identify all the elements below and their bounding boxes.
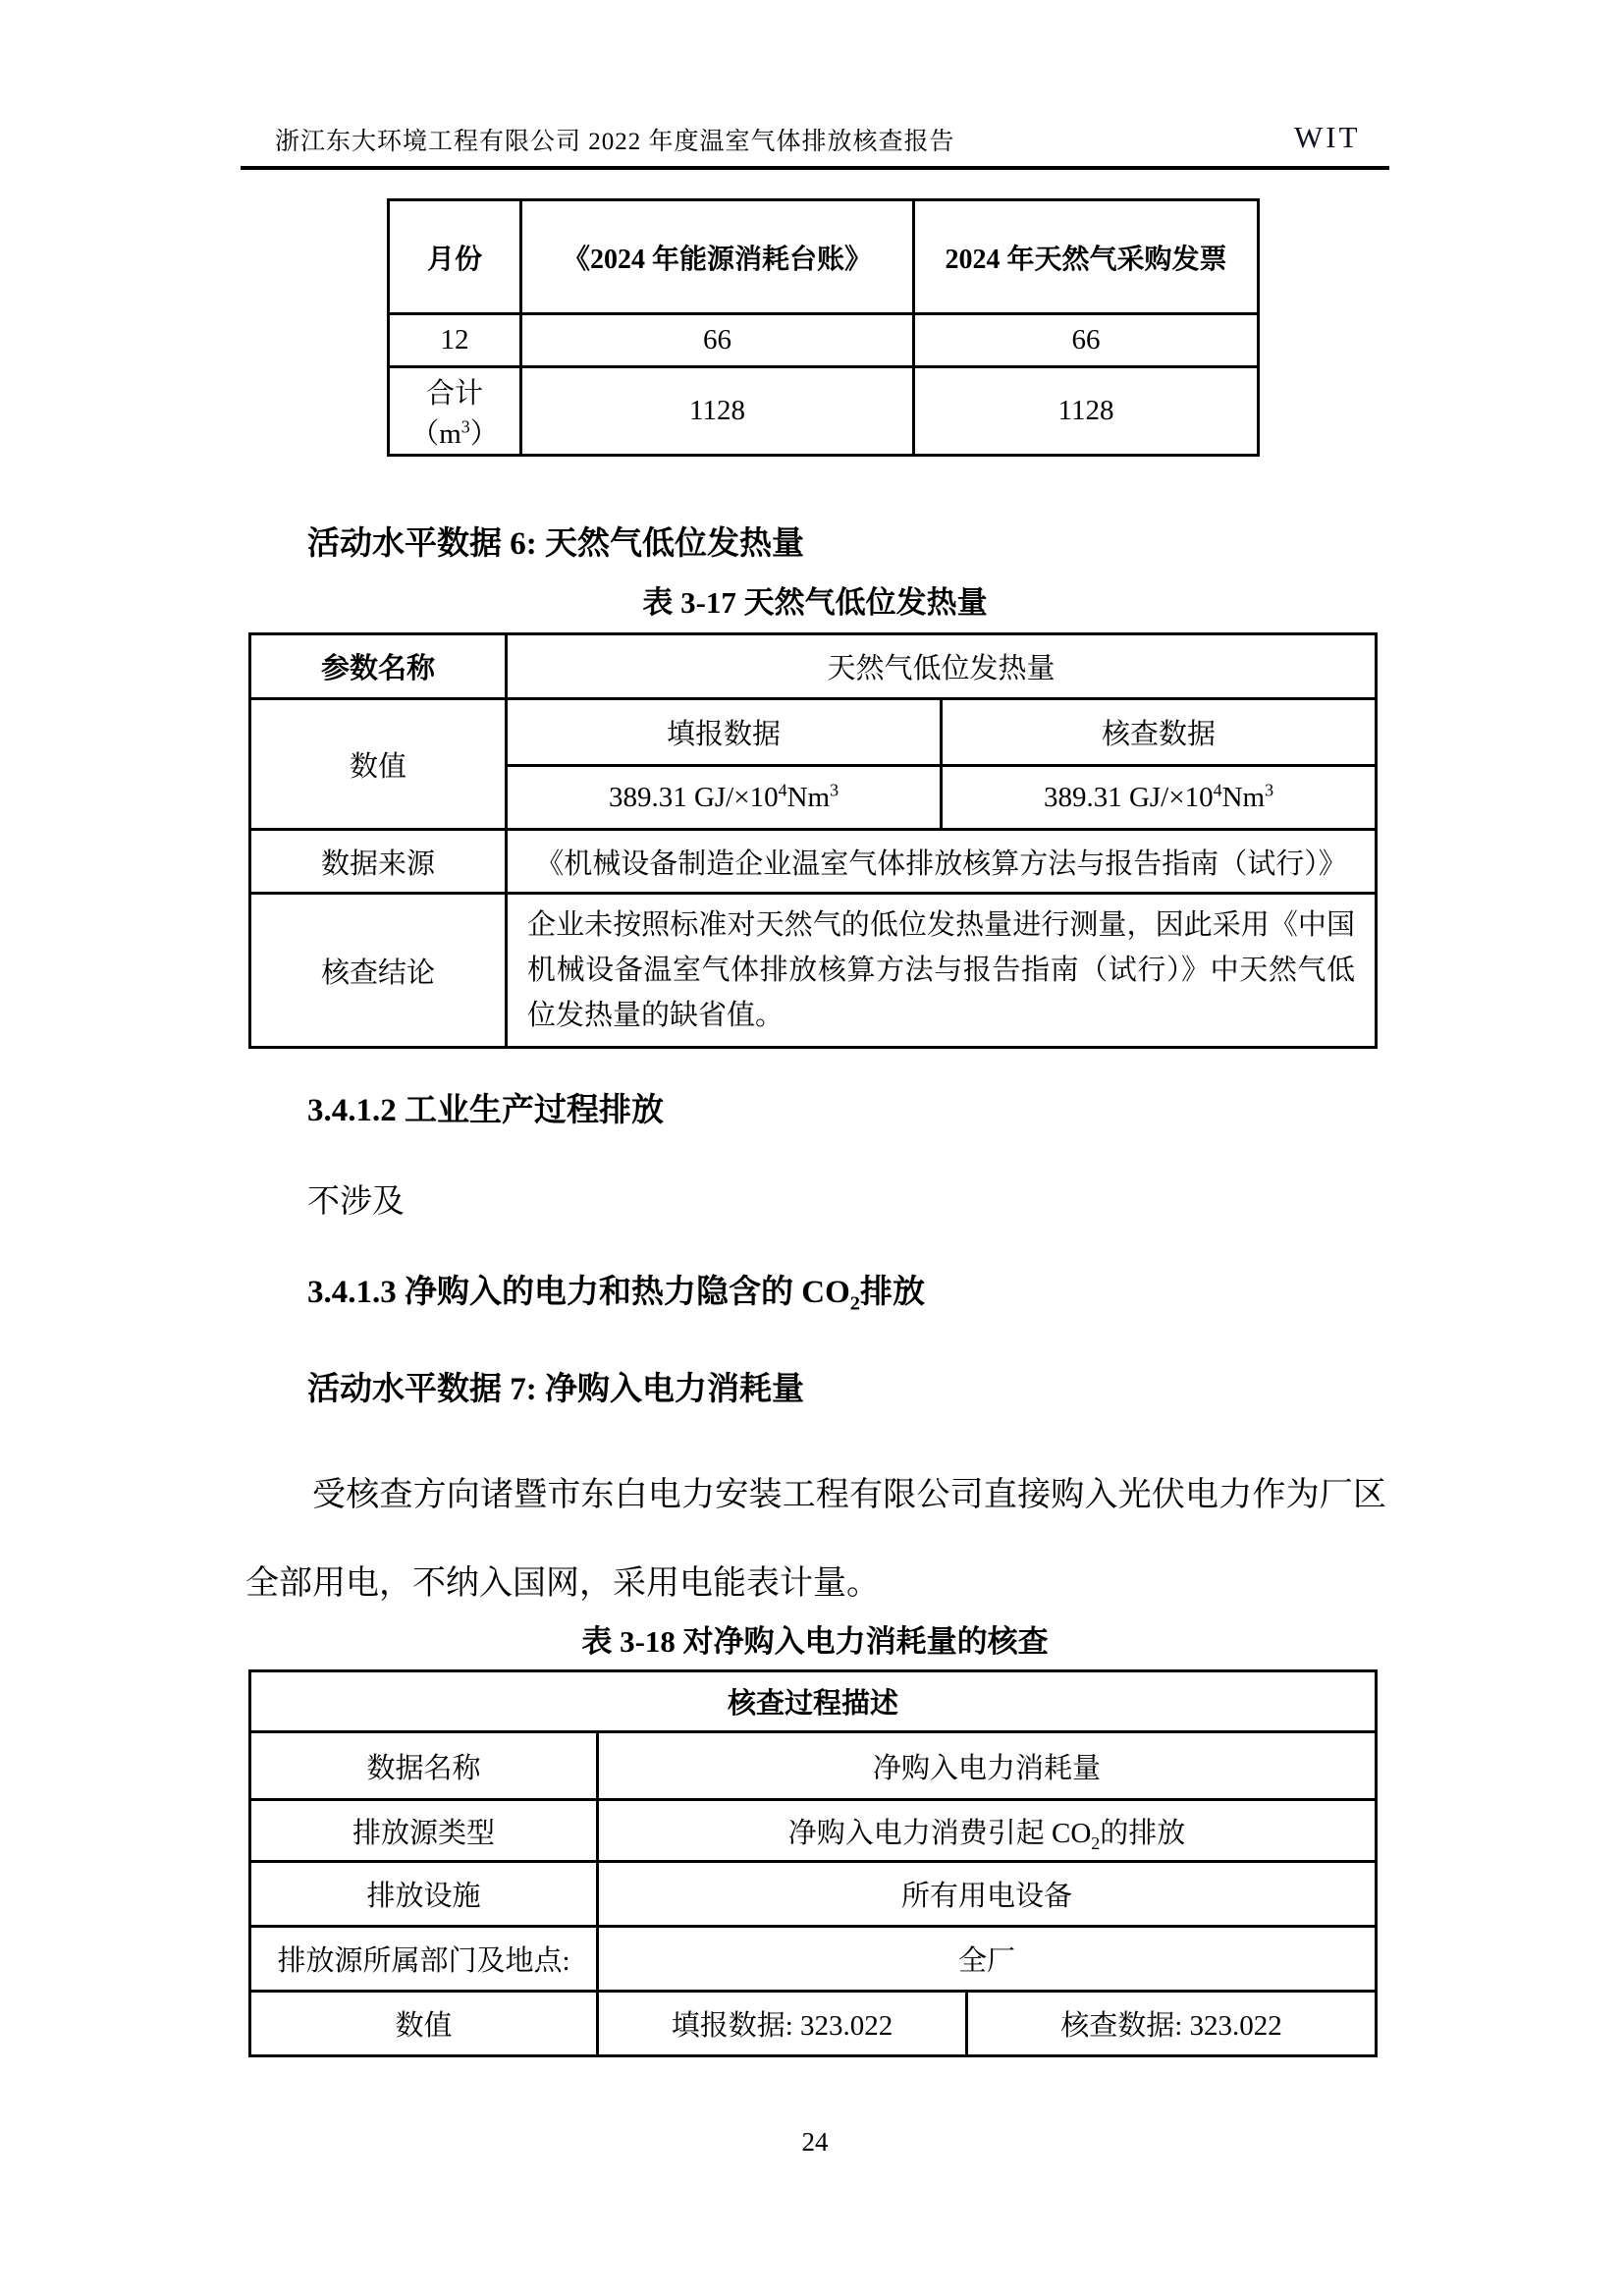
cell-reported-ncv [507, 766, 942, 830]
label-department-location: 排放源所属部门及地点: [250, 1927, 598, 1992]
label-parameter-name: 参数名称 [250, 634, 507, 699]
caption-table-3-18: 表 3-18 对净购入电力消耗量的核查 [581, 1624, 1049, 1659]
col-header-invoice: 2024 年天然气采购发票 [914, 200, 1259, 314]
total-label: 合计 [425, 377, 483, 410]
label-data-source: 数据来源 [250, 830, 507, 894]
heading-3-4-1-3-pre: 3.4.1.3 净购入的电力和热力隐含的 CO [307, 1275, 850, 1310]
body-paragraph: 受核查方向诸暨市东白电力安装工程有限公司直接购入光伏电力作为厂区全部用电，不纳入国网，采用电能表计量。 [245, 1477, 1386, 1602]
emission-type-pre: 净购入电力消费引起 CO [787, 1817, 1092, 1849]
header-rule [241, 166, 1389, 170]
co2-subscript: 2 [1091, 1832, 1101, 1853]
label-emission-source-type: 排放源类型 [250, 1800, 598, 1862]
header-verification-process: 核查过程描述 [250, 1671, 1377, 1732]
cell-emission-source-type [598, 1800, 1377, 1862]
label-verification-conclusion: 核查结论 [250, 894, 507, 1048]
ncv-sup-3: 3 [1265, 779, 1274, 799]
label-data-name: 数据名称 [250, 1732, 598, 1800]
cell-verification-conclusion: 企业未按照标准对天然气的低位发热量进行测量，因此采用《中国机械设备温室气体排放核算方法与报告指南（试行）》中天然气低位发热量的缺省值。 [507, 894, 1377, 1048]
cell-ledger-12: 66 [521, 314, 914, 367]
page-header-logo: WIT [1294, 120, 1361, 154]
ncv-value-mid: Nm [786, 781, 831, 813]
cell-total-ledger: 1128 [521, 367, 914, 456]
label-numeric-value: 数值 [250, 1992, 598, 2056]
co2-subscript: 2 [849, 1292, 860, 1315]
page-header-title: 浙江东大环境工程有限公司 2022 年度温室气体排放核查报告 [275, 129, 955, 155]
cell-month-12: 12 [389, 314, 521, 367]
cell-verified-value: 核查数据: 323.022 [967, 1992, 1377, 2056]
heading-3-4-1-3-post: 排放 [859, 1275, 925, 1310]
col-header-month: 月份 [389, 200, 521, 314]
value-parameter-name: 天然气低位发热量 [507, 634, 1377, 699]
cell-invoice-12: 66 [914, 314, 1259, 367]
total-unit-post: ） [469, 417, 499, 450]
table-3-18-electricity [248, 1669, 1378, 2057]
heading-3-4-1-2: 3.4.1.2 工业生产过程排放 [307, 1093, 664, 1128]
cell-reported-value: 填报数据: 323.022 [598, 1992, 967, 2056]
heading-activity-data-7: 活动水平数据 7: 净购入电力消耗量 [307, 1372, 804, 1407]
heading-activity-data-6: 活动水平数据 6: 天然气低位发热量 [307, 526, 804, 562]
cell-emission-facility: 所有用电设备 [598, 1862, 1377, 1927]
natural-gas-monthly-table [387, 198, 1260, 457]
ncv-value-pre: 389.31 GJ/×10 [608, 781, 779, 813]
cell-verified-ncv [942, 766, 1377, 830]
ncv-sup-3: 3 [830, 779, 839, 799]
total-unit-sup: 3 [460, 415, 470, 436]
label-emission-facility: 排放设施 [250, 1862, 598, 1927]
cell-data-name: 净购入电力消耗量 [598, 1732, 1377, 1800]
heading-3-4-1-3 [307, 1266, 925, 1315]
table-3-17-ncv [248, 632, 1378, 1049]
page-number: 24 [801, 2127, 829, 2157]
ncv-value-pre: 389.31 GJ/×10 [1043, 781, 1214, 813]
label-verified-data: 核查数据 [942, 699, 1377, 766]
ncv-sup-4: 4 [778, 779, 787, 799]
cell-department-location: 全厂 [598, 1927, 1377, 1992]
cell-total-label [389, 367, 521, 456]
emission-type-post: 的排放 [1100, 1817, 1186, 1849]
caption-table-3-17: 表 3-17 天然气低位发热量 [642, 585, 988, 620]
label-value: 数值 [250, 699, 507, 830]
cell-data-source: 《机械设备制造企业温室气体排放核算方法与报告指南（试行）》 [507, 830, 1377, 894]
ncv-value-mid: Nm [1221, 781, 1266, 813]
text-not-involved: 不涉及 [307, 1184, 405, 1220]
cell-total-invoice: 1128 [914, 367, 1259, 456]
ncv-sup-4: 4 [1213, 779, 1222, 799]
label-reported-data: 填报数据 [507, 699, 942, 766]
total-unit-pre: （m [410, 417, 461, 450]
col-header-ledger: 《2024 年能源消耗台账》 [521, 200, 914, 314]
